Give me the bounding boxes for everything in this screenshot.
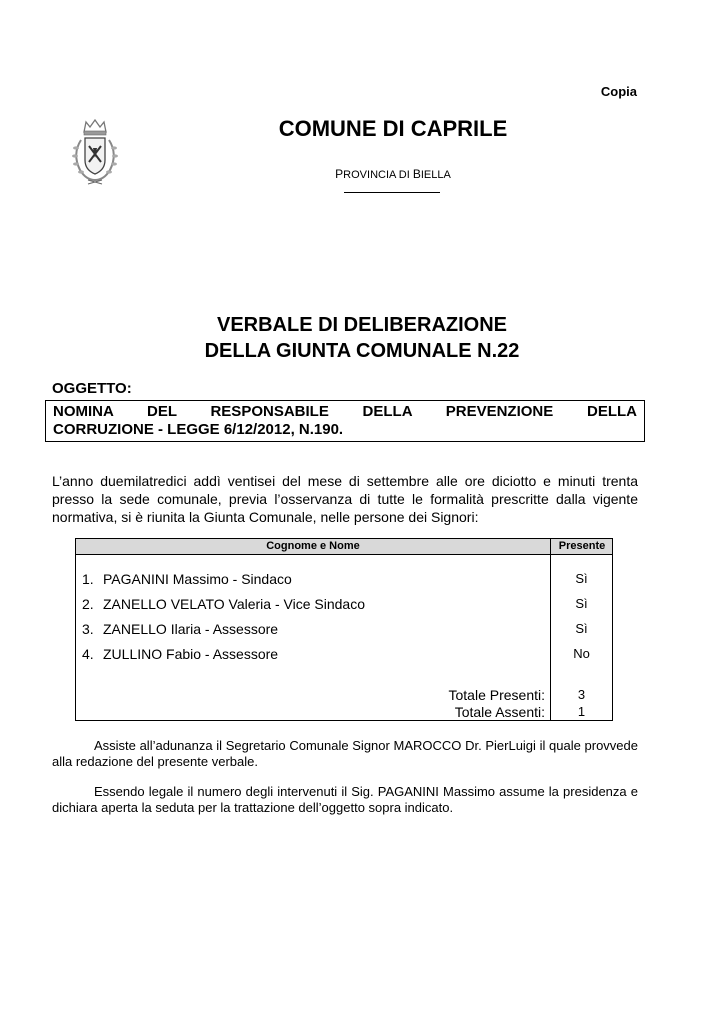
president-paragraph [52, 784, 638, 816]
presence-value: Sì [575, 596, 588, 611]
secretary-paragraph [52, 738, 638, 770]
row-number: 2. [82, 596, 94, 612]
table-row [76, 596, 612, 616]
subject-label: OGGETTO: [52, 380, 132, 397]
presence-value: No [573, 646, 590, 661]
total-absent-row [76, 704, 612, 721]
copy-label: Copia [600, 84, 637, 99]
total-present-label: Totale Presenti: [448, 687, 545, 703]
document-title-line1: VERBALE DI DELIBERAZIONE [216, 314, 508, 336]
member-name: ZULLINO Fabio - Assessore [103, 646, 279, 662]
subject-box [45, 400, 645, 442]
total-present-row [76, 687, 612, 704]
row-number: 3. [82, 621, 94, 637]
header-divider [344, 192, 440, 193]
province-name: PROVINCIA DI BIELLA [335, 167, 451, 181]
total-present-value: 3 [577, 687, 586, 702]
table-header [76, 539, 612, 555]
subject-line1: NOMINA DEL RESPONSABILE DELLA PREVENZIONE DELLA [53, 403, 637, 420]
table-row [76, 646, 612, 666]
presence-value: Sì [575, 621, 588, 636]
table-row [76, 571, 612, 591]
document-title [0, 312, 724, 364]
president-text: Essendo legale il numero degli intervenuti il Sig. PAGANINI Massimo assume la presidenza e dichiara aperta la seduta per la trattazione dell’oggetto sopra indicato. [52, 784, 638, 815]
table-row [76, 621, 612, 641]
row-number: 1. [82, 571, 94, 587]
attendance-table [75, 538, 613, 721]
total-absent-value: 1 [577, 704, 586, 719]
intro-paragraph: L’anno duemilatredici addì ventisei del mese di settembre alle ore diciotto e minuti trenta presso la sede comunale, previa l’osservanza di tutte le formalità prescritte dalla vigente normativa, si è riunita la Giunta Comunale, nelle persone dei Signori: [52, 473, 638, 525]
member-name: ZANELLO VELATO Valeria - Vice Sindaco [103, 596, 365, 612]
member-name: PAGANINI Massimo - Sindaco [103, 571, 292, 587]
municipality-name: COMUNE DI CAPRILE [278, 116, 508, 141]
column-header-present: Presente [550, 539, 613, 554]
member-name: ZANELLO Ilaria - Assessore [103, 621, 279, 637]
subject-line2: CORRUZIONE - LEGGE 6/12/2012, N.190. [53, 421, 344, 438]
column-header-name: Cognome e Nome [266, 540, 360, 552]
secretary-text: Assiste all’adunanza il Segretario Comunale Signor MAROCCO Dr. PierLuigi il quale provvede alla redazione del presente verbale. [52, 738, 638, 769]
presence-value: Sì [575, 571, 588, 586]
row-number: 4. [82, 646, 94, 662]
total-absent-label: Totale Assenti: [454, 704, 545, 720]
document-title-line2: DELLA GIUNTA COMUNALE N.22 [204, 340, 520, 362]
